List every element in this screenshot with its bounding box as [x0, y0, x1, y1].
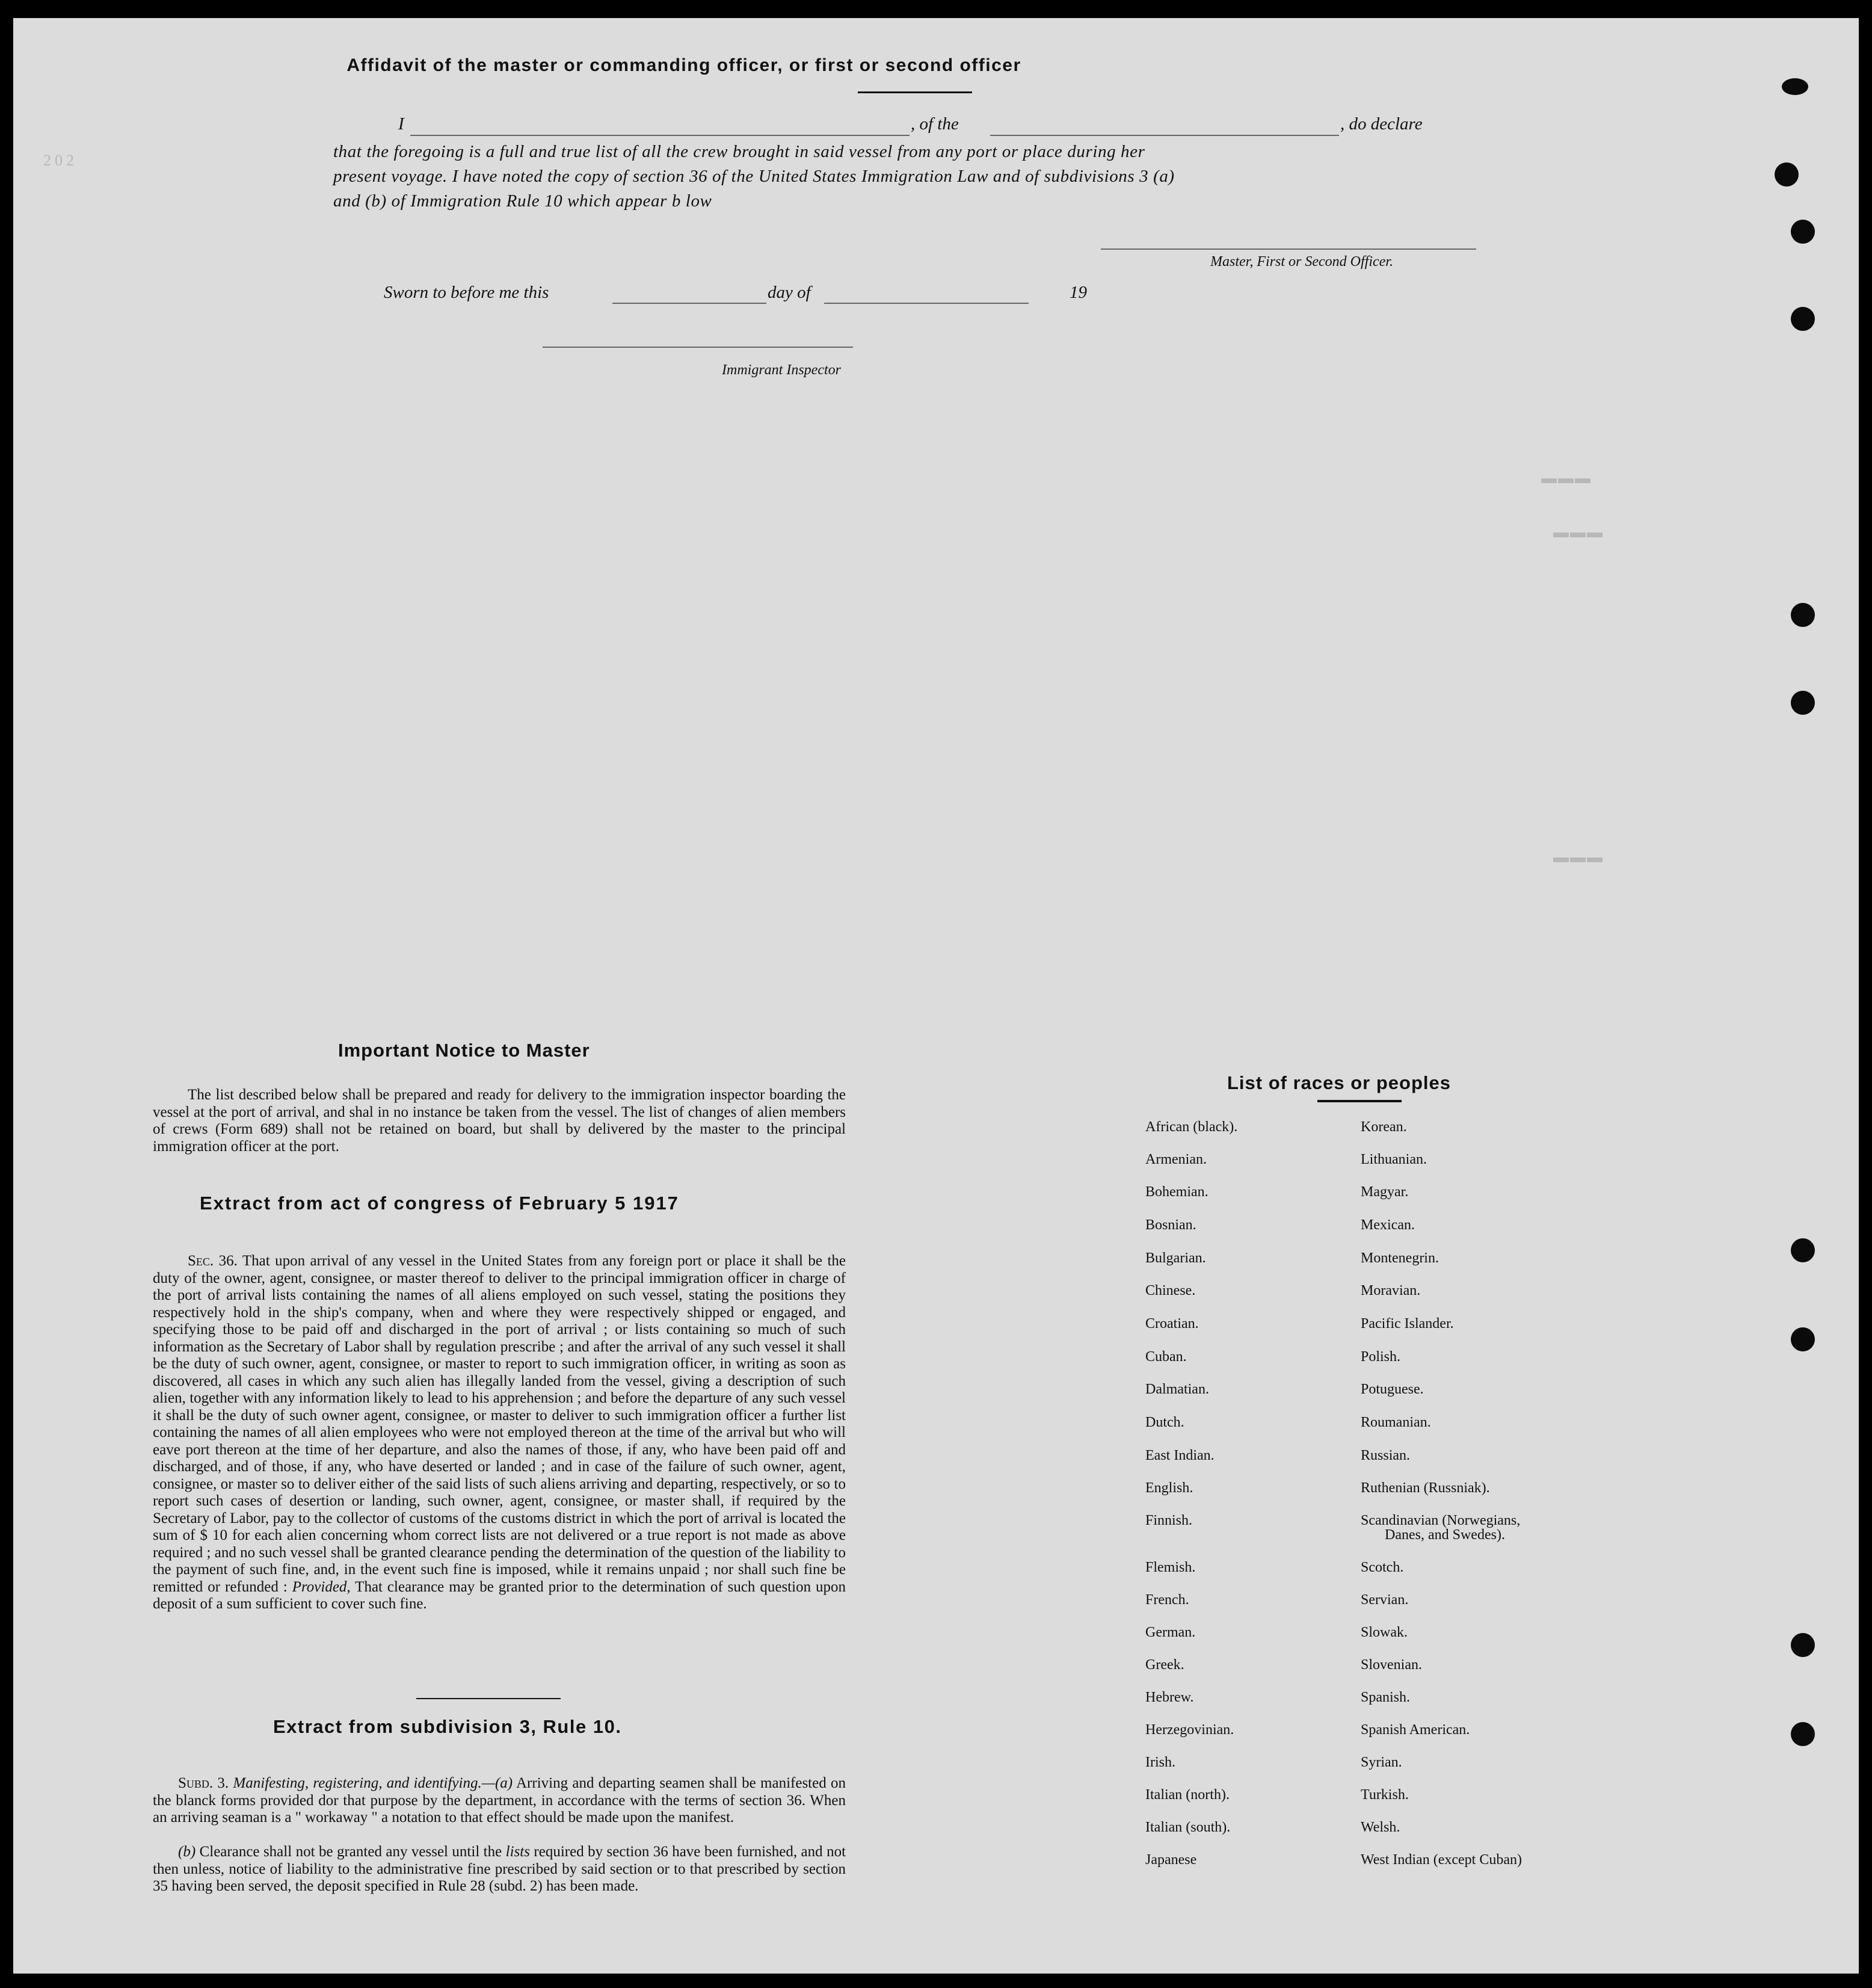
race-item: Welsh. — [1361, 1820, 1400, 1835]
race-item: Herzegovinian. — [1145, 1722, 1234, 1738]
title-underline — [858, 91, 972, 93]
race-item: Slovenian. — [1361, 1657, 1422, 1673]
race-item: Pacific Islander. — [1361, 1316, 1454, 1332]
race-item: Spanish. — [1361, 1690, 1411, 1705]
bleed-through-column: ▬▬▬ — [1553, 848, 1604, 866]
race-item: Bulgarian. — [1145, 1250, 1206, 1266]
race-item: Potuguese. — [1361, 1381, 1424, 1397]
bleed-through-mark: 202 — [43, 152, 78, 169]
race-item: Scotch. — [1361, 1560, 1404, 1575]
race-item: Cuban. — [1145, 1349, 1187, 1365]
punch-hole — [1775, 162, 1799, 187]
punch-hole — [1791, 1327, 1815, 1351]
affidavit-line-3: present voyage. I have noted the copy of section 36 of the United States Immigration Law and of subdivisions 3 (a) — [333, 167, 1175, 186]
inspector-label: Immigrant Inspector — [722, 362, 841, 378]
race-item: Mexican. — [1361, 1217, 1415, 1233]
of-the-label: , of the — [911, 114, 959, 134]
affidavit-line-1 — [386, 114, 1481, 138]
section-text: That upon arrival of any vessel in the United States from any foreign port or place it shall be the duty of the owner, agent, consignee, or master thereof to deliver to the principal immigration officer in charge of the port of arrival lists containing the names of all aliens employed on such vessel, stating the positions they respectively hold in the ship's company, when and where they were respectively shipped or engaged, and specifying those to be paid off and discharged in the port of arrival ; or lists containing so much of such information as the Secretary of Labor shall by regulation prescribe ; and after the arrival of any such vessel it shall be the duty of such owner, agent, consignee, or master to report to such immigration officer, in writing as soon as discovered, all cases in which any such alien has illegally landed from the vessel, giving a description of such alien, together with any information likely to lead to his apprehension ; and before the departure of any such vessel it shall be the duty of such owner agent, consignee, or master to deliver to such immigration officer a further list containing the names of all alien employees who were not employed thereon at the time of the arrival but who will eave port thereon at the time of her departure, and also the names of those, if any, who have been paid off and discharged, and of those, if any, who have deserted or landed ; and in case of the failure of such owner, agent, consignee, or master so to deliver either of the said lists of such aliens arriving and departing, respectively, or so to report such cases of desertion or landing, such owner, agent, consignee, or master shall, if required by the Secretary of Labor, pay to the collector of customs of the customs district in which the port of arrival is located the sum of $ 10 for each alien concerning whom correct lists are not delivered or a true report is not made as above required ; and no such vessel shall be granted clearance pending the determination of the question of the liability to the payment of such fine, and, in the event such fine is imposed, while it remains unpaid ; nor shall such fine be remitted or refunded : — [153, 1253, 846, 1595]
race-item: Finnish. — [1145, 1513, 1193, 1528]
day-blank — [612, 303, 766, 304]
race-item: Servian. — [1361, 1592, 1409, 1608]
race-item: Bosnian. — [1145, 1217, 1196, 1233]
punch-hole — [1782, 78, 1808, 95]
provided-label: Provided, — [292, 1578, 351, 1595]
punch-hole — [1791, 1722, 1815, 1746]
part-b-label: (b) — [178, 1844, 196, 1860]
affidavit-body — [333, 140, 1476, 214]
race-item: Hebrew. — [1145, 1690, 1194, 1705]
affidavit-title: Affidavit of the master or commanding officer, or first or second officer — [346, 55, 1021, 75]
part-a-label: (a) — [494, 1775, 513, 1791]
rule-part-a — [153, 1775, 846, 1827]
races-title-underline — [1317, 1100, 1402, 1102]
race-item: East Indian. — [1145, 1448, 1215, 1463]
do-declare-label: , do declare — [1340, 114, 1423, 134]
act-extract-title: Extract from act of congress of February 5 1917 — [200, 1193, 679, 1214]
race-item: Polish. — [1361, 1349, 1401, 1365]
part-b-text-1: Clearance shall not be granted any vessel until the — [199, 1844, 502, 1860]
race-item: Syrian. — [1361, 1755, 1402, 1770]
punch-hole — [1791, 307, 1815, 331]
rule-part-b — [153, 1844, 846, 1895]
affidavit-line-2: that the foregoing is a full and true list of all the crew brought in said vessel from any port or place during her — [333, 142, 1145, 161]
section-divider — [416, 1698, 561, 1699]
race-item: Roumanian. — [1361, 1415, 1431, 1430]
sworn-label: Sworn to before me this — [384, 283, 549, 302]
signature-label: Master, First or Second Officer. — [1210, 254, 1393, 270]
race-item: Greek. — [1145, 1657, 1184, 1673]
race-item: Flemish. — [1145, 1560, 1196, 1575]
race-item: Croatian. — [1145, 1316, 1199, 1332]
bleed-through-column: ▬▬▬ — [1541, 469, 1592, 487]
race-item: Japanese — [1145, 1852, 1197, 1868]
race-item-continuation: Danes, and Swedes). — [1385, 1527, 1505, 1543]
rule-extract-title: Extract from subdivision 3, Rule 10. — [273, 1716, 622, 1737]
race-item: Montenegrin. — [1361, 1250, 1439, 1266]
race-item: West Indian (except Cuban) — [1361, 1852, 1522, 1868]
race-item: Russian. — [1361, 1448, 1411, 1463]
race-item: Moravian. — [1361, 1283, 1421, 1298]
race-item: Bohemian. — [1145, 1184, 1208, 1200]
race-item: Irish. — [1145, 1755, 1175, 1770]
race-item: Magyar. — [1361, 1184, 1409, 1200]
part-a-text: Arriving and departing seamen shall be manifested on the blanck forms provided dor that purpose by the department, in accordance with the terms of section 36. When an arriving seaman is a " workaway " a notation to that effect should be made upon the manifest. — [153, 1775, 846, 1826]
races-title: List of races or peoples — [1227, 1072, 1451, 1093]
notice-text: The list described below shall be prepared and ready for delivery to the immigration inspector boarding the vessel at the port of arrival, and shal in no instance be taken from the vessel. The list of changes of alien members of crews (Form 689) shall not be retained on board, but shall by delivered by the master to the principal immigration officer at the port. — [153, 1087, 846, 1155]
part-b-lists: lists — [505, 1844, 530, 1860]
vessel-blank — [990, 135, 1339, 136]
subd-heading: Manifesting, registering, and identifying.— — [233, 1775, 495, 1791]
race-item: Dalmatian. — [1145, 1381, 1209, 1397]
race-item: Armenian. — [1145, 1152, 1207, 1167]
race-item: Dutch. — [1145, 1415, 1184, 1430]
races-right-column — [1361, 1119, 1613, 1901]
year-label: 19 — [1070, 283, 1087, 302]
race-item: Slowak. — [1361, 1625, 1408, 1640]
notice-title: Important Notice to Master — [338, 1040, 590, 1061]
document-page — [13, 18, 1859, 1974]
race-item: Korean. — [1361, 1119, 1407, 1135]
affidavit-line-4: and (b) of Immigration Rule 10 which appear b low — [333, 191, 712, 211]
month-blank — [824, 303, 1029, 304]
sworn-line — [384, 283, 1166, 307]
section-text-end: That clearance may be granted prior to the determination of such question upon deposit of a sum sufficient to cover such fine. — [153, 1578, 846, 1612]
punch-hole — [1791, 220, 1815, 244]
race-item: Italian (north). — [1145, 1787, 1230, 1803]
race-item: Ruthenian (Russniak). — [1361, 1480, 1490, 1496]
bleed-through-column: ▬▬▬ — [1553, 523, 1604, 541]
inspector-signature-line — [543, 347, 853, 348]
day-of-label: day of — [768, 283, 811, 302]
race-item: Spanish American. — [1361, 1722, 1470, 1738]
race-item: French. — [1145, 1592, 1189, 1608]
race-item: African (black). — [1145, 1119, 1238, 1135]
punch-hole — [1791, 691, 1815, 715]
part-b-text-2: required by section 36 have been furnished, and not then unless, notice of liability to the administrative fine prescribed by said section or to that prescribed by section 35 having been served, the deposit specified in Rule 28 (subd. 2) has been made. — [153, 1844, 846, 1894]
race-item: Lithuanian. — [1361, 1152, 1427, 1167]
i-label: I — [398, 114, 404, 134]
name-blank — [410, 135, 910, 136]
section-label: Sec. 36. — [188, 1253, 238, 1269]
punch-hole — [1791, 603, 1815, 627]
punch-hole — [1791, 1633, 1815, 1657]
race-item: Turkish. — [1361, 1787, 1409, 1803]
subd-label: Subd. 3. — [178, 1775, 229, 1791]
act-section-36 — [153, 1253, 846, 1613]
race-item: Chinese. — [1145, 1283, 1196, 1298]
punch-hole — [1791, 1238, 1815, 1262]
race-item: Italian (south). — [1145, 1820, 1231, 1835]
race-item: English. — [1145, 1480, 1193, 1496]
race-item: German. — [1145, 1625, 1196, 1640]
signature-line — [1101, 248, 1476, 250]
races-left-column — [1145, 1119, 1386, 1901]
race-item: Scandinavian (Norwegians, — [1361, 1513, 1521, 1528]
